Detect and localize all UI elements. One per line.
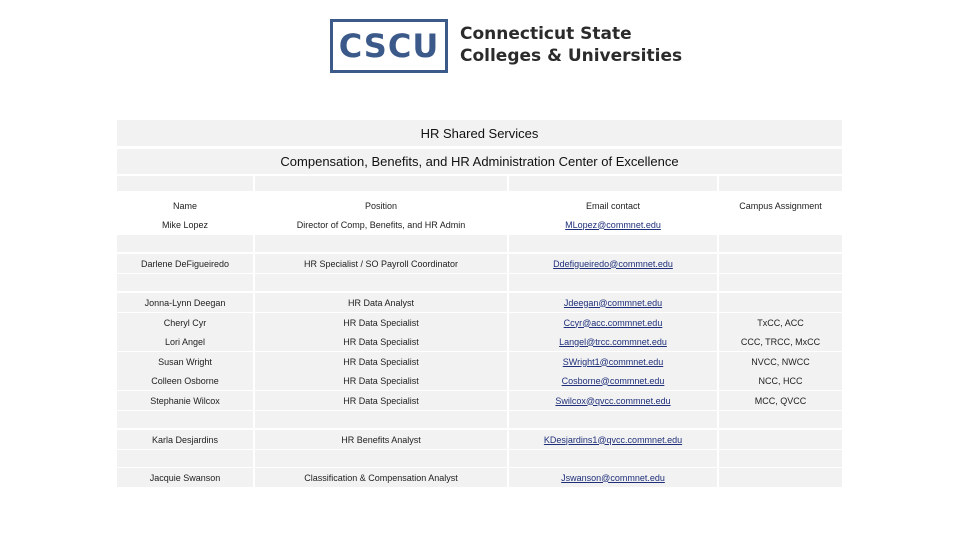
- table-row: [117, 430, 842, 449]
- email-link[interactable]: KDesjardins1@qvcc.commnet.edu: [543, 434, 683, 445]
- table-row: [117, 468, 842, 487]
- table-header: [117, 196, 842, 215]
- email-link[interactable]: Langel@trcc.commnet.edu: [559, 336, 667, 347]
- cell-position: Director of Comp, Benefits, and HR Admin: [296, 219, 466, 230]
- col-name-header: Name: [172, 200, 197, 211]
- cell-name: Stephanie Wilcox: [117, 391, 253, 410]
- cell-position: HR Data Specialist: [255, 352, 507, 371]
- logo-name-line1: Connecticut State: [460, 24, 632, 44]
- email-link[interactable]: Jswanson@commnet.edu: [561, 472, 665, 483]
- cell-position: HR Data Specialist: [255, 313, 507, 332]
- logo-abbr: CSCU: [338, 27, 440, 65]
- cell-campus: MCC, QVCC: [719, 391, 842, 410]
- table-row: [117, 313, 842, 332]
- table-row: [117, 332, 842, 351]
- cell-campus: NCC, HCC: [719, 371, 842, 390]
- cell-campus: [719, 293, 842, 312]
- cell-name: Mike Lopez: [161, 219, 209, 230]
- cell-name: Karla Desjardins: [117, 430, 253, 449]
- cell-campus: TxCC, ACC: [719, 313, 842, 332]
- cell-position: HR Data Specialist: [255, 332, 507, 351]
- cscu-logo: [330, 19, 683, 77]
- cell-name: Cheryl Cyr: [117, 313, 253, 332]
- cell-name: Darlene DeFigueiredo: [117, 254, 253, 273]
- row-gap: [117, 235, 842, 252]
- cell-campus: NVCC, NWCC: [719, 352, 842, 371]
- email-link[interactable]: Jdeegan@commnet.edu: [563, 297, 663, 308]
- col-email-header: Email contact: [585, 200, 641, 211]
- logo-box: [330, 19, 448, 73]
- logo-name: [460, 23, 682, 67]
- spacer-row: [117, 176, 842, 191]
- cell-position: HR Specialist / SO Payroll Coordinator: [255, 254, 507, 273]
- cell-campus: [719, 430, 842, 449]
- table-row: [117, 293, 842, 312]
- col-position-header: Position: [364, 200, 398, 211]
- cell-campus: [719, 215, 842, 234]
- cell-name: Lori Angel: [117, 332, 253, 351]
- cell-position: Classification & Compensation Analyst: [255, 468, 507, 487]
- table-row: [117, 371, 842, 390]
- cell-position: HR Data Analyst: [255, 293, 507, 312]
- logo-name-line2: Colleges & Universities: [460, 46, 683, 66]
- cell-position: HR Benefits Analyst: [255, 430, 507, 449]
- table-row: [117, 254, 842, 273]
- row-gap: [117, 411, 842, 428]
- email-link[interactable]: Swilcox@qvcc.commnet.edu: [555, 395, 671, 406]
- table-row: [117, 215, 842, 234]
- cell-campus: [719, 254, 842, 273]
- table-row: [117, 391, 842, 410]
- page-title: HR Shared Services: [117, 120, 842, 146]
- cell-name: Susan Wright: [117, 352, 253, 371]
- email-link[interactable]: Cosborne@commnet.edu: [561, 375, 665, 386]
- cell-campus: [719, 468, 842, 487]
- page-subtitle: Compensation, Benefits, and HR Administration Center of Excellence: [117, 149, 842, 174]
- row-gap: [117, 274, 842, 291]
- email-link[interactable]: Ddefigueiredo@commnet.edu: [553, 258, 673, 269]
- email-link[interactable]: MLopez@commnet.edu: [565, 219, 661, 230]
- cell-name: Jacquie Swanson: [117, 468, 253, 487]
- cell-name: Jonna-Lynn Deegan: [117, 293, 253, 312]
- email-link[interactable]: SWright1@commnet.edu: [562, 356, 664, 367]
- col-campus-header: Campus Assignment: [739, 200, 822, 211]
- cell-name: Colleen Osborne: [117, 371, 253, 390]
- row-gap: [117, 450, 842, 467]
- email-link[interactable]: Ccyr@acc.commnet.edu: [563, 317, 663, 328]
- cell-campus: CCC, TRCC, MxCC: [719, 332, 842, 351]
- cell-position: HR Data Specialist: [255, 391, 507, 410]
- cell-position: HR Data Specialist: [255, 371, 507, 390]
- table-row: [117, 352, 842, 371]
